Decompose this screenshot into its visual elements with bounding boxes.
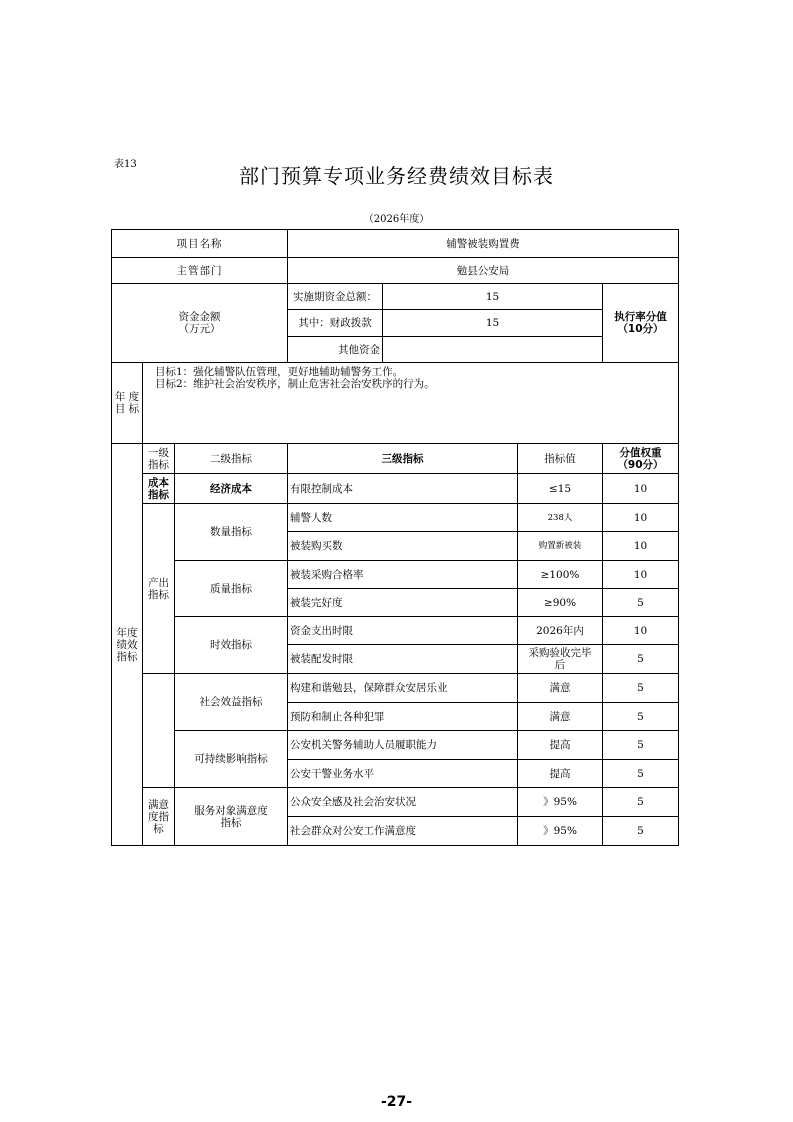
cost-label-line1: 成本 [148,476,169,489]
sustain-1-value: 提高 [518,731,603,760]
cost-weight: 10 [603,474,679,504]
header-weight-line2: （90分） [617,458,664,471]
header-weight [603,444,679,474]
project-name-value: 辅警被装购置费 [288,230,679,258]
goal-2: 目标2：维护社会治安秩序，制止危害社会治安秩序的行为。 [155,378,435,390]
quality-1-weight: 10 [603,561,679,589]
social-1-value: 满意 [518,674,603,703]
quantity-1-level3: 辅警人数 [288,504,518,532]
execution-rate-score [603,284,679,363]
social-2-level3: 预防和制止各种犯罪 [288,703,518,731]
service-2-level3: 社会群众对公安工作满意度 [288,817,518,846]
economic-cost-label: 经济成本 [175,474,288,504]
service-label-line2: 指标 [220,816,242,829]
other-funds-value [383,337,603,363]
header-value: 指标值 [518,444,603,474]
quality-2-value: ≥90% [518,589,603,617]
service-2-value: 》95% [518,817,603,846]
finance-funds-value: 15 [383,310,603,337]
page-number: -27- [380,1094,413,1110]
sustain-2-value: 提高 [518,760,603,788]
output-label-line1: 产出 [148,576,169,589]
satisfaction-label-line3: 标 [153,822,164,835]
timeliness-1-weight: 10 [603,617,679,645]
cost-value: ≤15 [518,474,603,504]
output-indicator-label [143,504,175,674]
page-title: 部门预算专项业务经费绩效目标表 [239,164,554,188]
timeliness-2-value-line1: 采购验收完毕 [528,647,592,659]
quantity-2-value: 购置新被装 [518,532,603,561]
annual-goal-label-line1: 年 度 [114,391,140,403]
table-row [112,674,679,703]
indicators-label-line3: 指标 [116,650,138,663]
table-row [112,474,679,504]
quality-1-level3: 被装采购合格率 [288,561,518,589]
quantity-2-weight: 10 [603,532,679,561]
goal-1: 目标1：强化辅警队伍管理，更好地辅助辅警务工作。 [155,366,404,378]
quantity-indicator-label: 数量指标 [175,504,288,561]
cost-label-line2: 指标 [148,488,169,501]
annual-goal-text [143,363,679,444]
fiscal-year: （2026年度） [363,214,430,225]
table-row [112,363,679,444]
annual-indicators-label [112,444,143,846]
header-weight-line1: 分值权重 [619,446,662,459]
header-level1-line2: 指标 [148,458,169,471]
quantity-1-value: 238人 [518,504,603,532]
header-level1-line1: 一级 [148,446,169,459]
sustain-1-level3: 公安机关警务辅助人员履职能力 [288,731,518,760]
quantity-2-level3: 被装购买数 [288,532,518,561]
social-1-weight: 5 [603,674,679,703]
table-row [112,617,679,645]
finance-funds-label: 其中：财政拨款 [288,310,383,337]
table-row [112,230,679,258]
project-name-label: 项目名称 [112,230,288,258]
service-label-line1: 服务对象满意度 [194,804,268,817]
table-row [112,444,679,474]
quantity-1-weight: 10 [603,504,679,532]
output-label-line2: 指标 [148,588,169,601]
satisfaction-indicator-label [143,788,175,846]
sustain-2-weight: 5 [603,760,679,788]
satisfaction-label-line1: 满意 [148,798,169,811]
table-row [112,258,679,284]
quality-2-weight: 5 [603,589,679,617]
funds-label-line2: （万元） [178,323,221,335]
total-funds-label: 实施期资金总额： [288,284,383,310]
table-row [112,284,679,310]
cost-level3: 有限控制成本 [288,474,518,504]
social-1-level3: 构建和谐勉县，保障群众安居乐业 [288,674,518,703]
execution-rate-line1: 执行率分值 [614,311,667,323]
social-2-value: 满意 [518,703,603,731]
quality-indicator-label: 质量指标 [175,561,288,617]
header-level3: 三级指标 [288,444,518,474]
header-level2: 二级指标 [175,444,288,474]
timeliness-2-level3: 被装配发时限 [288,645,518,674]
table-row [112,561,679,589]
effect-indicator-label [143,674,175,788]
social-benefit-label: 社会效益指标 [175,674,288,731]
timeliness-indicator-label: 时效指标 [175,617,288,674]
sustain-2-level3: 公安干警业务水平 [288,760,518,788]
other-funds-label: 其他资金 [288,337,383,363]
sustain-1-weight: 5 [603,731,679,760]
service-satisfaction-label [175,788,288,846]
table-row [112,731,679,760]
satisfaction-label-line2: 度指 [148,810,169,823]
quality-1-value: ≥100% [518,561,603,589]
table-number: 表13 [114,159,137,170]
annual-goal-label-line2: 目 标 [114,403,140,415]
total-funds-value: 15 [383,284,603,310]
cost-indicator-label [143,474,175,504]
sustainability-label: 可持续影响指标 [175,731,288,788]
timeliness-2-weight: 5 [603,645,679,674]
quality-2-level3: 被装完好度 [288,589,518,617]
header-level1 [143,444,175,474]
table-row [112,504,679,532]
service-1-level3: 公众安全感及社会治安状况 [288,788,518,817]
service-1-weight: 5 [603,788,679,817]
annual-goal-label [112,363,143,444]
indicators-label-line1: 年度 [116,626,138,639]
department-label: 主管部门 [112,258,288,284]
social-2-weight: 5 [603,703,679,731]
execution-rate-line2: （10分） [617,323,664,335]
table-row [112,788,679,817]
timeliness-2-value-line2: 后 [554,659,566,671]
department-value: 勉县公安局 [288,258,679,284]
timeliness-1-value: 2026年内 [518,617,603,645]
funds-label [112,284,288,363]
service-1-value: 》95% [518,788,603,817]
funds-label-line1: 资金金额 [178,311,221,323]
performance-target-table [111,229,679,846]
indicators-label-line2: 绩效 [116,638,138,651]
timeliness-2-value [518,645,603,674]
service-2-weight: 5 [603,817,679,846]
timeliness-1-level3: 资金支出时限 [288,617,518,645]
